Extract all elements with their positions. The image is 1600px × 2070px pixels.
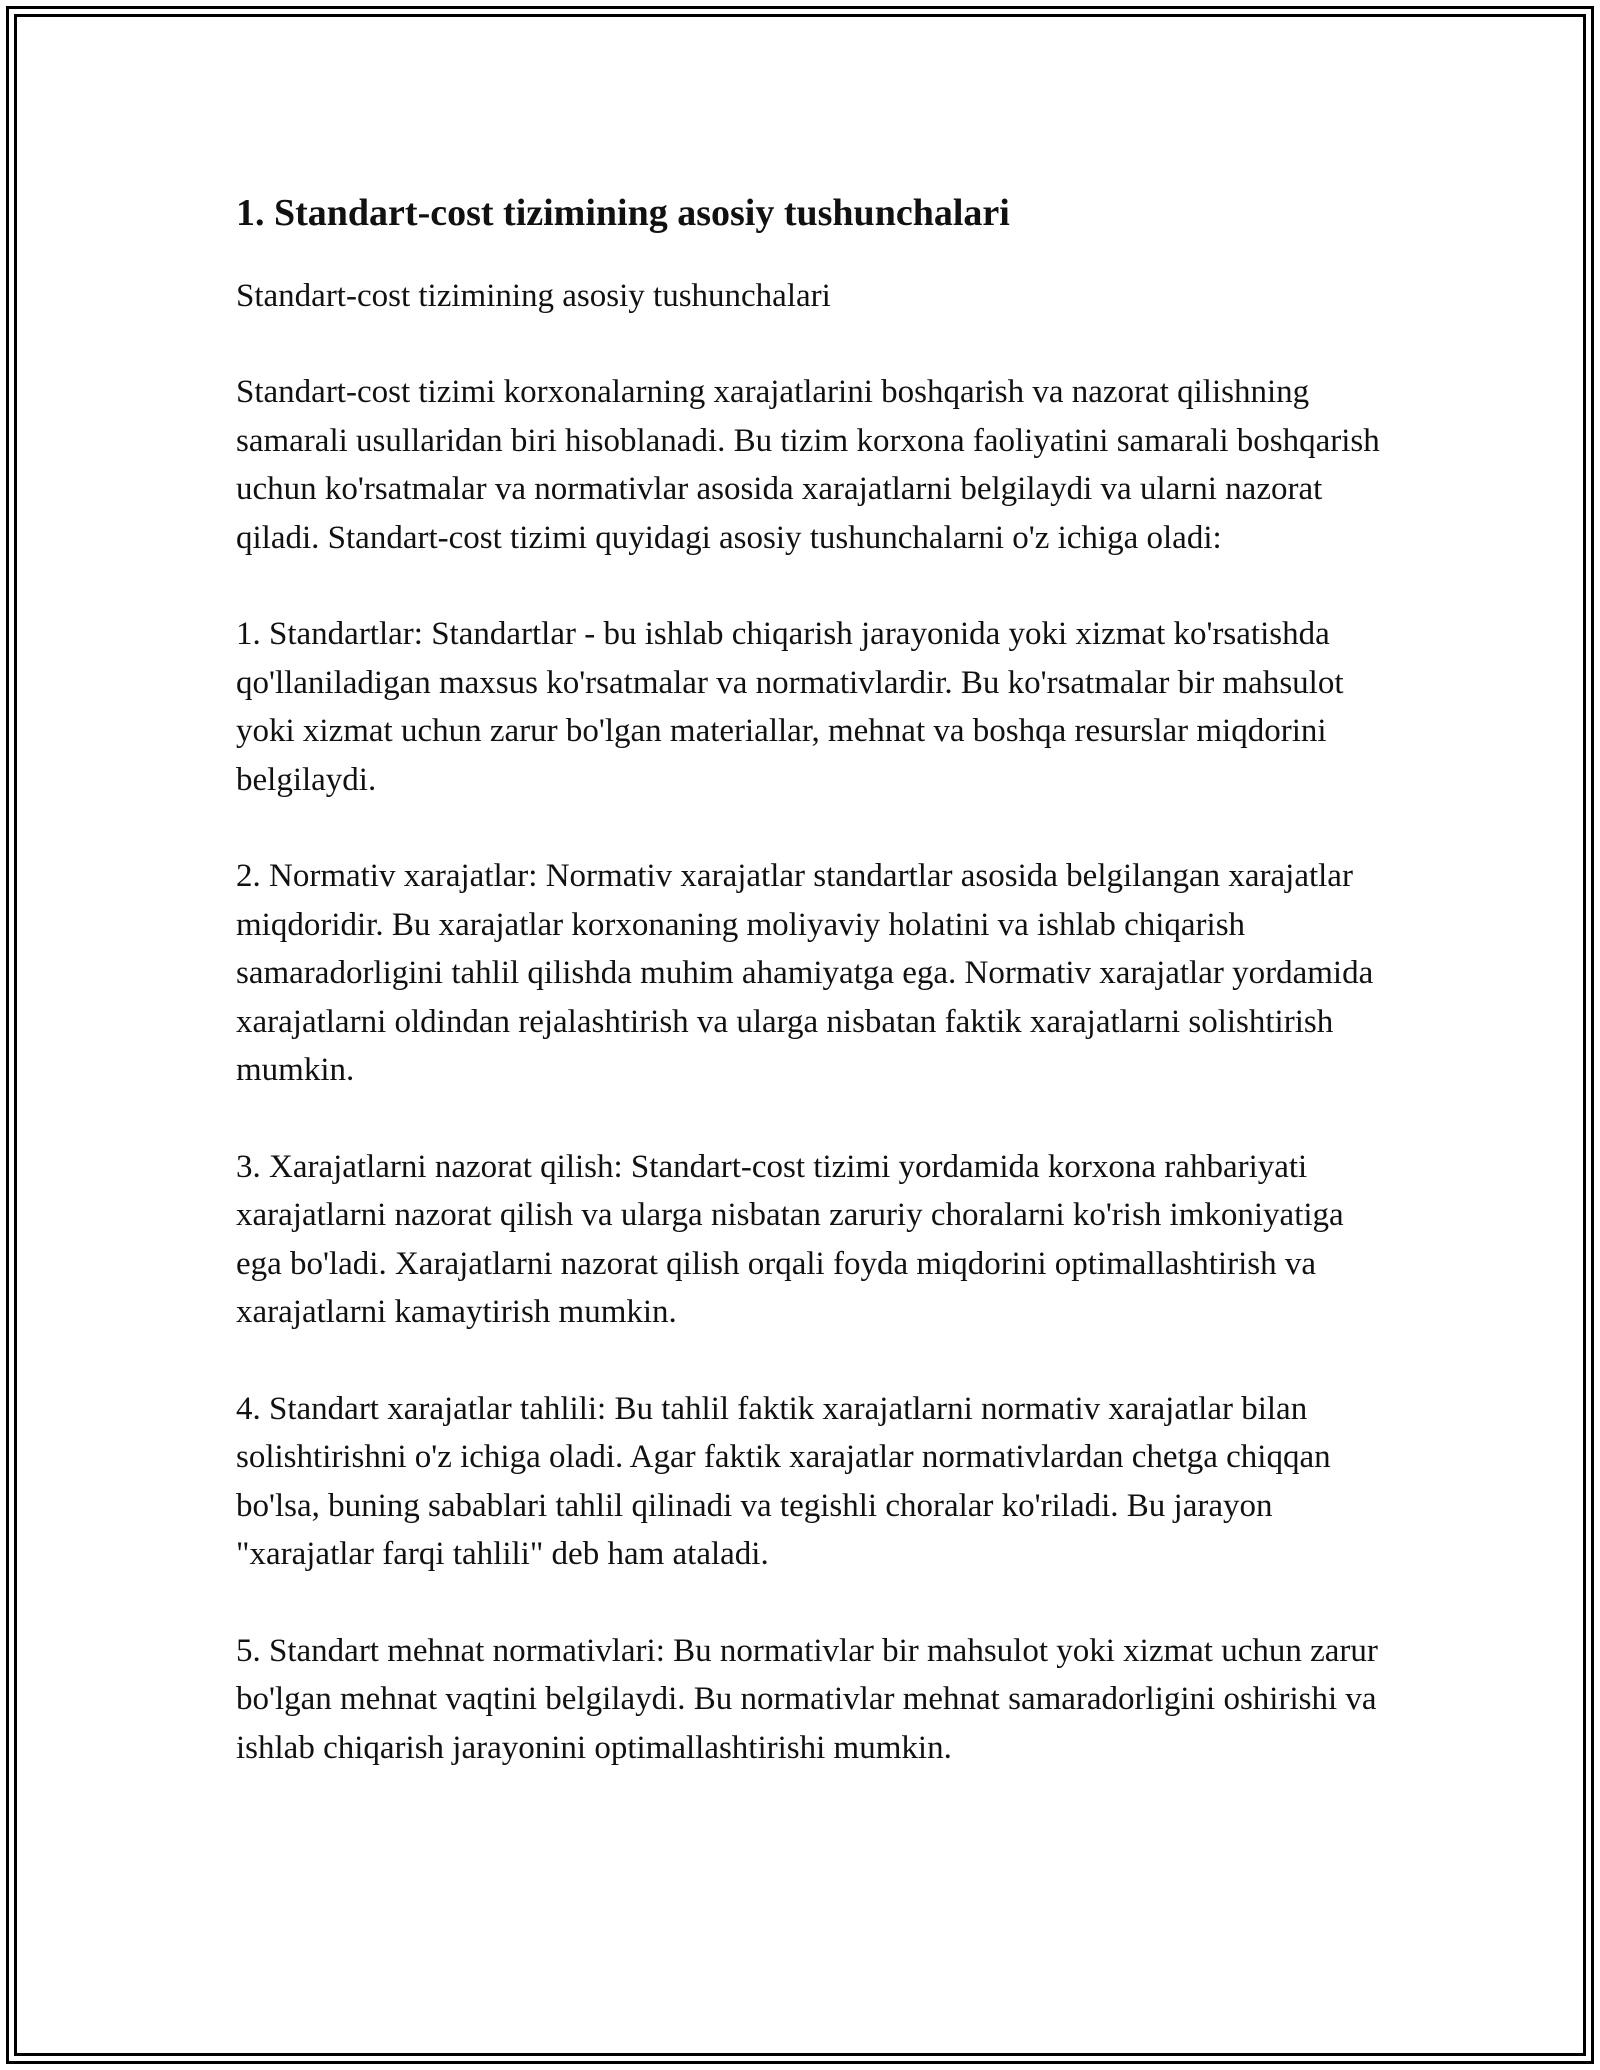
paragraph-standards: 1. Standartlar: Standartlar - bu ishlab chiqarish jarayonida yoki xizmat ko'rsatishda qo'llaniladigan maxsus ko'rsatmalar va normativlardir. Bu ko'rsatmalar bir mahsulot yoki xizmat uchun zarur bo'lgan materiallar, mehnat va boshqa resurslar miqdorini belgilaydi.: [236, 616, 1344, 798]
paragraph-normative-costs: 2. Normativ xarajatlar: Normativ xarajatlar standartlar asosida belgilangan xarajatlar miqdoridir. Bu xarajatlar korxonaning moliyaviy holatini va ishlab chiqarish samaradorligini tahlil qilishda muhim ahamiyatga ega. Normativ xarajatlar yordamida xarajatlarni oldindan rejalashtirish va ularga nisbatan faktik xarajatlarni solishtirish mumkin.: [236, 858, 1374, 1088]
document-heading: 1. Standart-cost tizimining asosiy tushunchalari: [236, 192, 1010, 234]
paragraph-labor-norms: 5. Standart mehnat normativlari: Bu normativlar bir mahsulot yoki xizmat uchun zarur bo'lgan mehnat vaqtini belgilaydi. Bu normativlar mehnat samaradorligini oshirishi va ishlab chiqarish jarayonini optimallashtirishi mumkin.: [236, 1632, 1378, 1766]
document-page: [236, 188, 1386, 1820]
paragraph-cost-analysis: 4. Standart xarajatlar tahlili: Bu tahlil faktik xarajatlarni normativ xarajatlar bilan solishtirishni o'z ichiga oladi. Agar faktik xarajatlar normativlardan chetga chiqqan bo'lsa, buning sabablari tahlil qilinadi va tegishli choralar ko'riladi. Bu jarayon "xarajatlar farqi tahlili" deb ham ataladi.: [236, 1390, 1331, 1572]
paragraph-intro: Standart-cost tizimi korxonalarning xarajatlarini boshqarish va nazorat qilishning samarali usullaridan biri hisoblanadi. Bu tizim korxona faoliyatini samarali boshqarish uchun ko'rsatmalar va normativlar asosida xarajatlarni belgilaydi va ularni nazorat qiladi. Standart-cost tizimi quyidagi asosiy tushunchalarni o'z ichiga oladi:: [236, 374, 1380, 556]
document-subtitle: Standart-cost tizimining asosiy tushunchalari: [236, 278, 831, 314]
paragraph-cost-control: 3. Xarajatlarni nazorat qilish: Standart-cost tizimi yordamida korxona rahbariyati xarajatlarni nazorat qilish va ularga nisbatan zaruriy choralarni ko'rish imkoniyatiga ega bo'ladi. Xarajatlarni nazorat qilish orqali foyda miqdorini optimallashtirish va xarajatlarni kamaytirish mumkin.: [236, 1148, 1344, 1330]
